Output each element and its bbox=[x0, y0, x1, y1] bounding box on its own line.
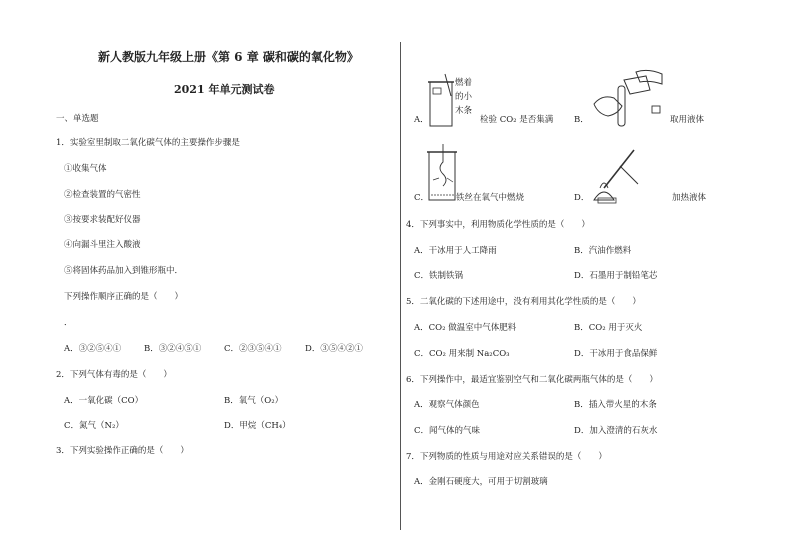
fig-a-label: 的小 bbox=[455, 92, 473, 102]
fig-d-letter: D． bbox=[574, 193, 590, 203]
q1-option-a: A．③②⑤④① bbox=[64, 344, 122, 354]
column-divider bbox=[400, 42, 401, 530]
heating-test-tube-icon bbox=[590, 144, 650, 206]
q1-option-c: C．②③⑤④① bbox=[224, 344, 282, 354]
question-6-stem: 6．下列操作中，最适宜鉴别空气和二氧化碳两瓶气体的是（ ） bbox=[406, 375, 658, 385]
section-title: 一、单选题 bbox=[56, 114, 99, 124]
q5-option-a: A．CO₂ 做温室中气体肥料 bbox=[414, 323, 517, 333]
fig-a-caption: 检验 CO₂ 是否集满 bbox=[480, 115, 554, 125]
question-2-stem: 2．下列气体有毒的是（ ） bbox=[56, 370, 172, 380]
q1-step: ③按要求装配好仪器 bbox=[64, 215, 141, 225]
question-4-stem: 4．下列事实中，利用物质化学性质的是（ ） bbox=[406, 220, 590, 230]
question-7-stem: 7．下列物质的性质与用途对应关系错误的是（ ） bbox=[406, 452, 607, 462]
q2-option-a: A．一氧化碳（CO） bbox=[64, 396, 144, 406]
q1-stray-dot: ． bbox=[64, 318, 73, 328]
q2-option-b: B．氧气（O₂） bbox=[224, 396, 284, 406]
fig-a-label: 木条 bbox=[455, 106, 473, 116]
q2-option-d: D．甲烷（CH₄） bbox=[224, 421, 291, 431]
q1-step: ①收集气体 bbox=[64, 164, 107, 174]
fig-a-label: 燃着 bbox=[455, 78, 473, 88]
fig-b-letter: B． bbox=[574, 115, 589, 125]
q6-option-a: A．观察气体颜色 bbox=[414, 400, 480, 410]
gas-jar-icon bbox=[425, 72, 459, 128]
pouring-liquid-icon bbox=[588, 68, 668, 130]
page-title: 新人教版九年级上册《第 6 章 碳和碳的氧化物》 bbox=[98, 50, 359, 64]
q4-option-c: C．铁制铁锅 bbox=[414, 271, 464, 281]
q5-option-c: C．CO₂ 用来制 Na₂CO₃ bbox=[414, 349, 510, 359]
q4-option-a: A．干冰用于人工降雨 bbox=[414, 246, 497, 256]
fig-c-caption: 铁丝在氧气中燃烧 bbox=[456, 193, 525, 203]
question-5-stem: 5．二氧化碳的下述用途中，没有利用其化学性质的是（ ） bbox=[406, 297, 641, 307]
q1-step: ②检查装置的气密性 bbox=[64, 190, 141, 200]
q6-option-d: D．加入澄清的石灰水 bbox=[574, 426, 658, 436]
q1-step: ④向漏斗里注入酸液 bbox=[64, 240, 141, 250]
q1-step: ⑤将固体药品加入到锥形瓶中． bbox=[64, 266, 184, 276]
q1-option-d: D．③⑤④②① bbox=[305, 344, 363, 354]
page-subtitle: 2021 年单元测试卷 bbox=[174, 83, 275, 96]
q7-option-a: A．金刚石硬度大，可用于切割玻璃 bbox=[414, 477, 548, 487]
q2-option-c: C．氮气（N₂） bbox=[64, 421, 124, 431]
q1-option-b: B．③②④⑤① bbox=[144, 344, 202, 354]
fig-a-letter: A． bbox=[414, 115, 429, 125]
q5-option-b: B．CO₂ 用于灭火 bbox=[574, 323, 643, 333]
q5-option-d: D．干冰用于食品保鲜 bbox=[574, 349, 658, 359]
fig-d-caption: 加热液体 bbox=[672, 193, 707, 203]
q6-option-b: B．插入带火星的木条 bbox=[574, 400, 657, 410]
q4-option-d: D．石墨用于制铅笔芯 bbox=[574, 271, 658, 281]
q4-option-b: B．汽油作燃料 bbox=[574, 246, 632, 256]
fig-b-caption: 取用液体 bbox=[670, 115, 705, 125]
fig-c-letter: C． bbox=[414, 193, 430, 203]
q6-option-c: C．闻气体的气味 bbox=[414, 426, 481, 436]
question-3-stem: 3．下列实验操作正确的是（ ） bbox=[56, 446, 189, 456]
q1-prompt: 下列操作顺序正确的是（ ） bbox=[64, 292, 184, 302]
question-1-stem: 1．实验室里制取二氧化碳气体的主要操作步骤是 bbox=[56, 138, 240, 148]
